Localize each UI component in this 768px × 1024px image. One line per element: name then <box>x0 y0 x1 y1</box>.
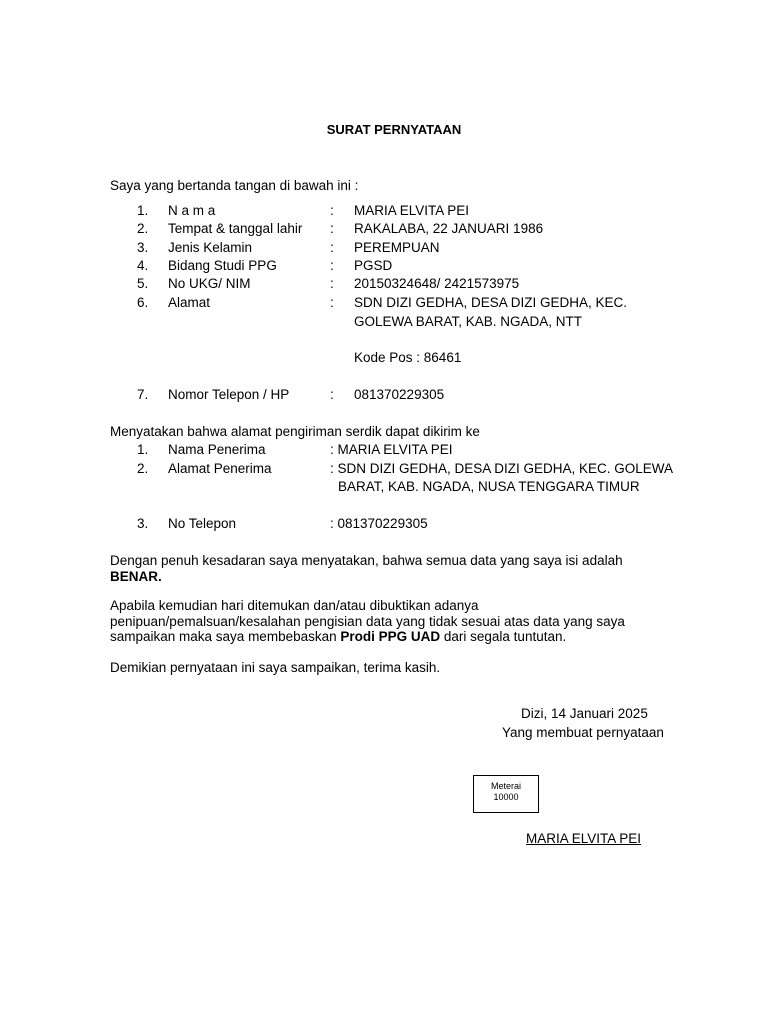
row-number: 2. <box>137 221 149 236</box>
field-value-phone: 081370229305 <box>354 387 445 402</box>
field-value-address-line1: SDN DIZI GEDHA, DESA DIZI GEDHA, KEC. <box>354 295 628 310</box>
field-label-address: Alamat <box>168 295 211 310</box>
row-number: 3. <box>137 240 149 255</box>
field-label-recipient: Nama Penerima <box>168 442 266 457</box>
statement-emphasis: BENAR. <box>110 568 162 584</box>
closing-text: Demikian pernyataan ini saya sampaikan, terima kasih. <box>110 660 441 675</box>
intro-text: Saya yang bertanda tangan di bawah ini : <box>110 178 359 193</box>
colon: : <box>330 387 334 402</box>
disclaimer-program: Prodi PPG UAD <box>340 629 441 644</box>
colon: : <box>330 221 334 236</box>
field-value-postal-code: Kode Pos : 86461 <box>354 350 462 365</box>
disclaimer-line: penipuan/pemalsuan/kesalahan pengisian data yang tidak sesuai atas data yang saya <box>110 613 625 629</box>
document-title: SURAT PERNYATAAN <box>326 122 462 137</box>
row-number: 4. <box>137 258 149 273</box>
row-number: 5. <box>137 276 149 291</box>
field-value-recipient-address-line1: : SDN DIZI GEDHA, DESA DIZI GEDHA, KEC. GOLEWA <box>330 461 674 476</box>
field-value-recipient-address-line2: BARAT, KAB. NGADA, NUSA TENGGARA TIMUR <box>338 479 640 494</box>
signer-caption: Yang membuat pernyataan <box>502 725 664 740</box>
row-number: 6. <box>137 295 149 310</box>
field-value-recipient-phone: : 081370229305 <box>330 516 428 531</box>
stamp-box <box>473 775 539 813</box>
field-label-recipient-address: Alamat Penerima <box>168 461 272 476</box>
signer-name: MARIA ELVITA PEI <box>526 831 642 846</box>
stamp-label: Meterai <box>490 781 521 791</box>
field-value-recipient: : MARIA ELVITA PEI <box>330 442 453 457</box>
stamp-value: 10000 <box>493 792 519 802</box>
field-value-address-line2: GOLEWA BARAT, KAB. NGADA, NTT <box>354 314 583 329</box>
colon: : <box>330 203 334 218</box>
shipping-intro: Menyatakan bahwa alamat pengiriman serdik dapat dikirim ke <box>110 424 480 439</box>
disclaimer-line: Apabila kemudian hari ditemukan dan/atau dibuktikan adanya <box>110 598 479 613</box>
row-number: 1. <box>137 442 149 457</box>
disclaimer-line <box>110 629 625 645</box>
colon: : <box>330 276 334 291</box>
row-number: 3. <box>137 516 149 531</box>
disclaimer-text: dari segala tuntutan. <box>440 629 567 644</box>
field-value-nim: 20150324648/ 2421573975 <box>354 276 520 291</box>
field-value-birth: RAKALABA, 22 JANUARI 1986 <box>354 221 544 236</box>
field-label-birth: Tempat & tanggal lahir <box>168 221 303 236</box>
place-date: Dizi, 14 Januari 2025 <box>521 706 648 721</box>
row-number: 2. <box>137 461 149 476</box>
field-label-gender: Jenis Kelamin <box>168 240 253 255</box>
colon: : <box>330 240 334 255</box>
statement-line: Dengan penuh kesadaran saya menyatakan, bahwa semua data yang saya isi adalah <box>110 553 623 568</box>
field-label-phone: Nomor Telepon / HP <box>168 387 290 402</box>
field-value-name: MARIA ELVITA PEI <box>354 203 470 218</box>
field-label-nim: No UKG/ NIM <box>168 276 251 291</box>
field-label-recipient-phone: No Telepon <box>168 516 237 531</box>
disclaimer-paragraph <box>110 598 625 645</box>
field-label-study: Bidang Studi PPG <box>168 258 277 273</box>
colon: : <box>330 295 334 310</box>
row-number: 7. <box>137 387 149 402</box>
statement-paragraph <box>110 553 623 584</box>
colon: : <box>330 258 334 273</box>
disclaimer-text: sampaikan maka saya membebaskan <box>110 629 341 644</box>
field-value-study: PGSD <box>354 258 393 273</box>
field-label-name: N a m a <box>168 203 216 218</box>
row-number: 1. <box>137 203 149 218</box>
field-value-gender: PEREMPUAN <box>354 240 440 255</box>
